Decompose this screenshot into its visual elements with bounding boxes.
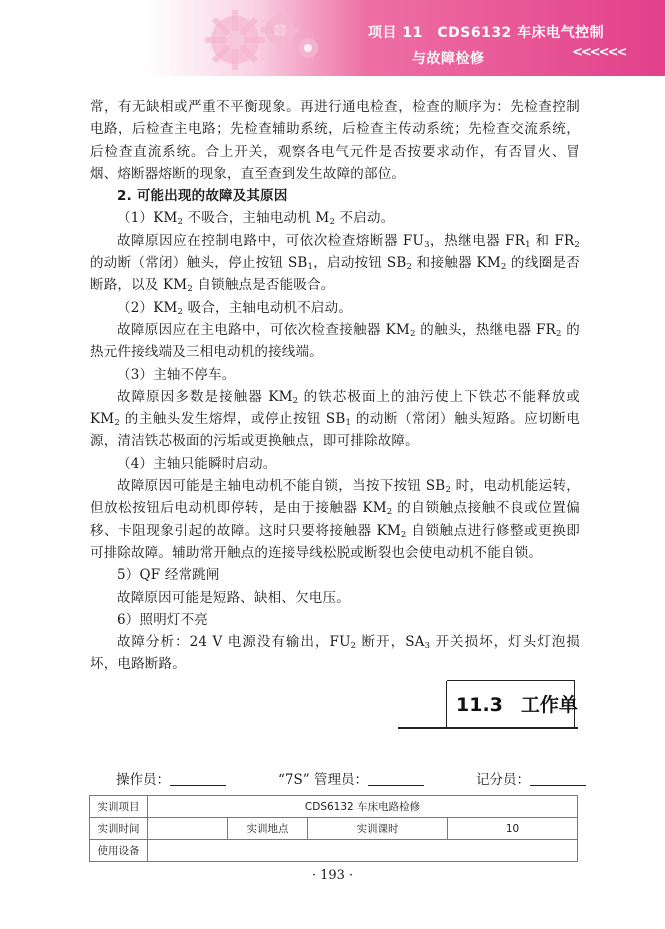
project-label: 实训项目: [90, 796, 148, 818]
fault-4-title: （4）主轴只能瞬时启动。: [117, 455, 277, 472]
manager-label: “7S” 管理员：: [278, 772, 368, 788]
fault-2-cause: 故障原因应在主电路中，可依次检查接触器 $KM_2$ 的触头，热继电器 $FR_2$ 的热元件接线端及三相电动机的接线端。: [90, 321, 580, 361]
recorder-label: 记分员：: [476, 772, 530, 788]
fault-5-cause: 故障原因可能是短路、缺相、欠电压。: [117, 589, 350, 606]
fault-1-cause: 故障原因应在控制电路中，可依次检查熔断器 $FU_3$，热继电器 $FR_1$ 和 $FR_2$ 的动断（常闭）触头，停止按钮 $SB_1$，启动按钮 $SB_2$ 和接触器 $KM_2$ 的线圈是否断路，以及 $KM_2$ 自锁触点是否能吸合。: [90, 232, 580, 295]
worksheet-table: [89, 795, 578, 862]
recorder-field: [476, 768, 586, 788]
operator-blank[interactable]: [170, 772, 226, 786]
chevron-left-icons: <<<<<<: [572, 45, 626, 60]
project-value: CDS6132 车床电路检修: [148, 796, 578, 818]
table-row: [90, 796, 578, 818]
subheading-possible-faults: 2. 可能出现的故障及其原因: [117, 188, 288, 205]
recorder-blank[interactable]: [530, 772, 586, 786]
body-text: [90, 96, 580, 676]
section-title: 工作单: [520, 694, 578, 716]
table-row: [90, 818, 578, 840]
chapter-title: [368, 20, 604, 72]
manager-blank[interactable]: [368, 772, 424, 786]
section-heading-rule: [398, 727, 578, 729]
hours-value: 10: [448, 818, 578, 840]
fault-5-title: 5）QF 经常跳闸: [117, 567, 220, 584]
staff-row: [116, 768, 586, 788]
operator-field: [116, 768, 226, 788]
equipment-label: 使用设备: [90, 840, 148, 862]
manager-field: [278, 768, 424, 788]
table-row: [90, 840, 578, 862]
section-number: 11.3: [456, 694, 503, 716]
time-label: 实训时间: [90, 818, 148, 840]
place-label: 实训地点: [228, 818, 308, 840]
fault-4-cause: 故障原因可能是主轴电动机不能自锁，当按下按钮 $SB_2$ 时，电动机能运转，但放松按钮后电动机即停转，是由于接触器 $KM_2$ 的自锁触点接触不良或位置偏移、卡阻现象引起的故障。这时只要将接触器 $KM_2$ 自锁触点进行修整或更换即可排除故障。辅助常开触点的连接导线松脱或断裂也会使电动机不能自锁。: [90, 478, 580, 561]
chapter-title-line1: 项目 11 CDS6132 车床电气控制: [368, 25, 605, 41]
hours-label: 实训课时: [308, 818, 448, 840]
equipment-value[interactable]: [148, 840, 578, 862]
fault-3-title: （3）主轴不停车。: [117, 366, 236, 383]
gear-decoration-icon: [180, 4, 340, 74]
fault-6-cause: 故障分析：24 V 电源没有输出，$FU_2$ 断开，$SA_3$ 开关损坏，灯头灯泡损坏，电路断路。: [90, 634, 580, 673]
page-header-banner: [0, 0, 665, 76]
fault-2-title: $(2)KM_2$ 吸合，主轴电动机不启动。: [117, 299, 353, 317]
section-heading: [456, 690, 578, 717]
fault-3-cause: 故障原因多数是接触器 $KM_2$ 的铁芯极面上的油污使上下铁芯不能释放或$KM_2$ 的主触头发生熔焊，或停止按钮 $SB_1$ 的动断（常闭）触头短路。应切断电源，清洁铁芯极面的污垢或更换触点，即可排除故障。: [90, 388, 580, 450]
chapter-title-line2: 与故障检修: [412, 51, 485, 67]
page-number: · 193 ·: [311, 868, 354, 883]
fault-1-title: $(1)KM_2$ 不吸合，主轴电动机 $M_2$ 不启动。: [117, 210, 395, 228]
operator-label: 操作员：: [116, 772, 170, 788]
time-value[interactable]: [148, 818, 228, 840]
fault-6-title: 6）照明灯不亮: [117, 611, 208, 628]
paragraph-continued: 常，有无缺相或严重不平衡现象。再进行通电检查，检查的顺序为：先检查控制电路，后检查主电路；先检查辅助系统，后检查主传动系统；先检查交流系统，后检查直流系统。合上开关，观察各电气元件是否按要求动作，有否冒火、冒烟、熔断器熔断的现象，直至查到发生故障的部位。: [90, 99, 580, 182]
